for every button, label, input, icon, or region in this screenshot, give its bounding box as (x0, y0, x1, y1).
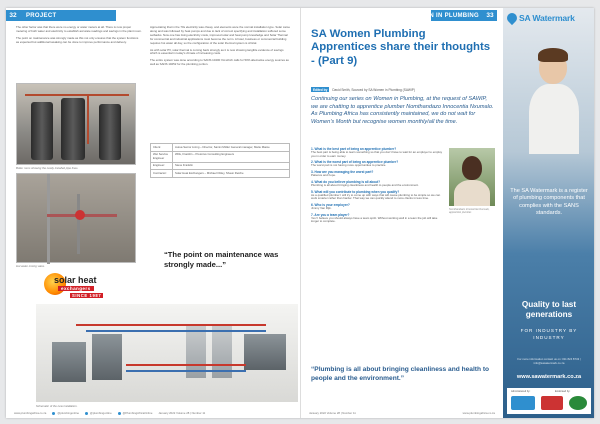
byline (311, 87, 415, 92)
table-row: Contractor: Solar Heat Exchangers – Michael Ottley, Shaun Reiche (151, 170, 290, 178)
paragraph: The entire system was done according to SANS 10400 XA which calls for 50% alternative energy sources as well as SANS 10252 for the plumbing portion. (150, 58, 289, 67)
left-column-2 (150, 26, 290, 70)
facebook-link[interactable]: @PlumbingAfricaOnline (118, 411, 153, 415)
right-header (301, 10, 497, 21)
right-footer (301, 408, 503, 418)
ad-contact: For more information contact us on: 011 824 8743 | info@sawatermark.co.za (517, 357, 581, 365)
page-number: 32 (6, 10, 20, 21)
pull-quote: “The point on maintenance was strongly made...” (164, 250, 279, 269)
project-info-table (150, 143, 290, 178)
ad-message: The SA Watermark is a register of plumbing components that complies with the SANS standards. (510, 188, 588, 217)
answer: Patience and hope. (311, 173, 336, 178)
footer-website[interactable]: www.plumbingafrica.co.za (14, 411, 47, 415)
photo-caption: Boiler room showing the newly installed pipe lines. (16, 166, 79, 170)
question: 7. Are you a team player? (311, 212, 350, 217)
apprentice-portrait (449, 148, 495, 206)
endorser-logo (541, 396, 563, 410)
issue-info: January 2022 Volume 28 | Number 11 (309, 411, 356, 415)
photo-caption: Hot water mixing valve. (16, 264, 45, 268)
paragraph: Appreciating that in the 70s electricity was cheap, and elements were the normal installation type. Solar came along and was followed by heat pumps and due to lack of correct specifying and installation suffered some setbacks. Now one has rising electricity costs, improved solar and heat pump knowledge and Solar Thermal for commercial and industrial applications must become the norm. A hotel, business or commercial building requires hot water all day, so the configuration of the solar thermal system is critical. (150, 25, 290, 45)
child-image (521, 30, 585, 150)
answer: Plumbing is all about bringing cleanliness and health to people and the environment. (311, 182, 419, 187)
instagram-icon (85, 412, 88, 415)
ad-headline: Quality to last generations (521, 300, 577, 319)
page-number: 33 (483, 10, 497, 21)
paragraph: The point on maintenance was strongly made as this not only ensures that the system functions as expected but additional tweaking can be done to improve performance and delivery. (16, 35, 139, 44)
portrait-caption: Nomthandazo Innocentia Nxumalo, apprentice plumber. (449, 208, 490, 215)
ad-website[interactable]: www.sawatermark.co.za (516, 374, 582, 380)
article-title: SA Women Plumbing Apprentices share their thoughts - (Part 9) (311, 28, 491, 67)
installation-render (36, 304, 298, 402)
article-intro: Continuing our series on Women in Plumbing, at the request of SAWIP, we are chatting to apprentice plumber Nomthandazo Innocentia Nxumalo. As Plumbing Africa has consistently maintained, we do not wait for Women’s Month but recognise women monthly/all the time. (311, 96, 494, 125)
instagram-link[interactable]: @plumbingonline (85, 411, 112, 415)
answer: The worst part is not having more opportunities to practice. (311, 163, 387, 168)
section-label: PROJECT (26, 12, 57, 19)
water-drop-icon (505, 11, 519, 25)
byline-tag: Edited by (313, 87, 328, 92)
table-row: Engineer: Steve Franklin (151, 162, 290, 170)
paragraph: The other factor was that there were no energy or water meters at all. There is now proper metering of both water and electricity to establish accurate readings and savings in the plant room. (16, 25, 142, 33)
question: 4. What do you believe plumbing is all about? (311, 179, 381, 184)
twitter-icon (52, 412, 55, 415)
table-row: Client: Aurea Senior Living – Director, Samin Müller General manager, Marie Marée (151, 144, 290, 152)
magazine-spread (6, 8, 594, 418)
left-header (6, 10, 300, 21)
ad-endorsements: Administered by: Endorsed by: (507, 388, 591, 414)
endorser-logo (569, 396, 587, 410)
qa-list (311, 145, 443, 224)
question: 3. How are you managing the worst part? (311, 170, 374, 175)
solar-heat-logo: solar heat exchangers SINCE 1987 (44, 273, 112, 303)
pull-quote: “Plumbing is all about bringing cleanliness and health to people and the environment.” (311, 366, 490, 382)
boiler-room-photo (16, 83, 136, 165)
paragraph: As with solar PV, solar thermal is coming back strongly as it is now showing tangible evidence of savings which is essential in today's climate of increasing costs. (150, 47, 284, 56)
question: 6. Who is your employer? (311, 202, 350, 207)
answer: Jimmy Van Rijk. (311, 205, 332, 210)
footer-website[interactable]: www.plumbingafrica.co.za (462, 411, 495, 415)
photo-caption: Schematic of the new installation. (36, 404, 78, 408)
sa-watermark-ad[interactable] (503, 8, 594, 418)
table-row: Wet Service Engineer Wills, Franklin – Pretorius Consulting Engineers (151, 151, 290, 162)
answer: The best part is being able to learn something so that you don't have to wait for an employer to employ you in order to earn money. (311, 150, 443, 158)
ad-tagline: FOR INDUSTRY BY INDUSTRY (520, 328, 578, 340)
question: 1. What is the best part of being an apprentice plumber? (311, 147, 397, 151)
administrator-logo (511, 396, 535, 410)
issue-info: January 2022 Volume 28 | Number 11 (158, 411, 206, 415)
question: 2. What is the worst part of being an apprentice plumber? (311, 160, 399, 165)
answer: As a qualified plumber I will try to come up with ways that will cause plumbing to be simple so we can work smarter rather than harder. That way we can quickly attend to more clients in less time. (311, 192, 441, 201)
left-page (6, 8, 300, 418)
facebook-icon (118, 412, 121, 415)
section-label: WOMAN IN PLUMBING (408, 12, 479, 19)
twitter-link[interactable]: @plumbingonline (52, 411, 79, 415)
right-page (300, 8, 594, 418)
left-column-1 (16, 26, 142, 48)
mixing-valve-photo (16, 173, 136, 263)
sa-watermark-logo: SA Watermark (507, 13, 575, 23)
question: 5. What will you contribute to plumbing when you qualify? (311, 189, 400, 194)
answer: Yes! I believe you should always have a team spirit. Without working well in a team the job will take longer to complete. (311, 215, 438, 224)
left-footer (6, 408, 300, 418)
byline-text: David Smith, Sourced by SA Women in Plumbing (SAWIP) (332, 87, 415, 92)
